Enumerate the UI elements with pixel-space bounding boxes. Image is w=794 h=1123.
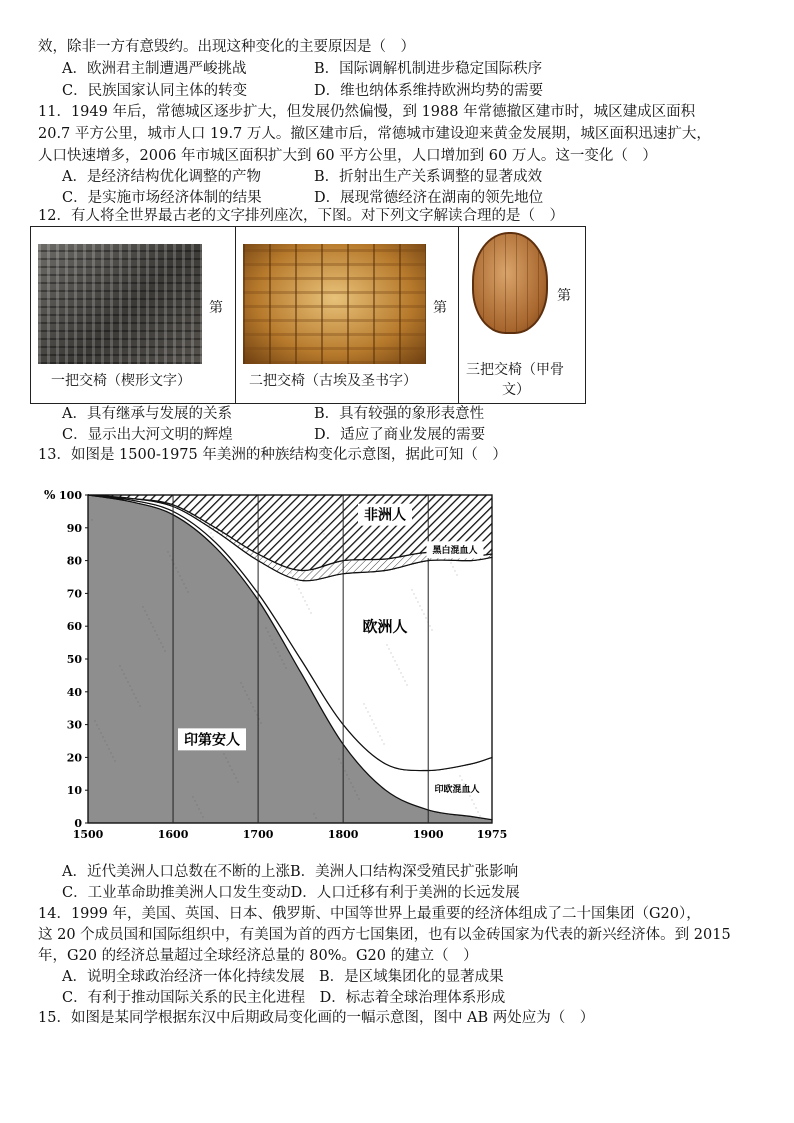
y-tick-label: 20 — [66, 751, 82, 765]
q10-option-b[interactable]: B．国际调解机制进步稳定国际秩序 — [314, 61, 543, 77]
q10-option-c[interactable]: C．民族国家认同主体的转变 — [62, 83, 248, 99]
q13-options-cd[interactable]: C．工业革命助推美洲人口发生变动D．人口迁移有利于美洲的长远发展 — [62, 885, 520, 901]
label-mulatto: 黑白混血人 — [432, 546, 478, 557]
cell3-side-text: 第 — [557, 288, 571, 304]
label-indian: 印第安人 — [184, 732, 240, 749]
q11-stem-line2: 20.7 平方公里，城市人口 19.7 万人。撤区建市后，常德城市建设迎来黄金发展期，城区面积迅速扩大， — [38, 126, 711, 142]
q12-option-d[interactable]: D．适应了商业发展的需要 — [314, 427, 486, 443]
y-tick-label: 10 — [66, 784, 82, 798]
q11-option-d[interactable]: D．展现常德经济在湖南的领先地位 — [314, 190, 544, 206]
y-tick-label: 50 — [66, 653, 82, 666]
q12-option-c[interactable]: C．显示出大河文明的辉煌 — [62, 427, 233, 443]
x-tick-label: 1975 — [476, 828, 508, 841]
y-axis-label: % — [44, 488, 56, 502]
cell3-caption-line1: 三把交椅（甲骨 — [466, 362, 564, 378]
hieroglyph-image — [243, 244, 426, 364]
q14-options-ab[interactable]: A．说明全球政治经济一体化持续发展 B．是区域集团化的显著成果 — [62, 969, 504, 985]
writing-systems-table — [30, 226, 586, 404]
q13-stem: 13．如图是 1500-1975 年美洲的种族结构变化示意图，据此可知（ ） — [38, 447, 507, 463]
q14-options-cd[interactable]: C．有利于推动国际关系的民主化进程 D．标志着全球治理体系形成 — [62, 990, 506, 1006]
q11-option-a[interactable]: A．是经济结构优化调整的产物 — [62, 169, 261, 185]
x-tick-label: 1500 — [72, 828, 104, 841]
y-tick-label: 60 — [66, 620, 82, 634]
x-tick-label: 1700 — [242, 828, 274, 841]
cell2-side-text: 第 — [433, 300, 447, 316]
q11-stem-line1: 11．1949 年后，常德城区逐步扩大，但发展仍然偏慢，到 1988 年常德撤区建市时，城区建成区面积 — [38, 104, 696, 120]
y-tick-label: 100 — [59, 489, 82, 502]
q11-option-b[interactable]: B．折射出生产关系调整的显著成效 — [314, 169, 543, 185]
x-tick-label: 1800 — [327, 828, 359, 841]
cell2-caption: 二把交椅（古埃及圣书字） — [249, 373, 417, 389]
q10-option-d[interactable]: D．维也纳体系维持欧洲均势的需要 — [314, 83, 544, 99]
label-european: 欧洲人 — [362, 617, 408, 636]
oracle-bone-image — [472, 232, 548, 334]
cell-oracle-bone — [458, 227, 584, 403]
population-chart — [0, 480, 794, 860]
q14-stem-line1: 14．1999 年，美国、英国、日本、俄罗斯、中国等世界上最重要的经济体组成了二十国集团（G20）， — [38, 906, 701, 922]
q15-stem: 15．如图是某同学根据东汉中后期政局变化画的一幅示意图，图中 AB 两处应为（ ） — [38, 1010, 595, 1026]
y-tick-label: 70 — [66, 587, 82, 601]
q11-option-c[interactable]: C．是实施市场经济体制的结果 — [62, 190, 262, 206]
y-tick-label: 40 — [66, 685, 82, 699]
y-tick-label: 0 — [74, 817, 82, 830]
cell1-caption: 一把交椅（楔形文字） — [51, 373, 191, 389]
q12-option-b[interactable]: B．具有较强的象形表意性 — [314, 406, 485, 422]
cell-hieroglyph — [235, 227, 459, 403]
label-mestizo: 印欧混血人 — [434, 784, 480, 795]
q14-stem-line2: 这 20 个成员国和国际组织中，有美国为首的西方七国集团，也有以金砖国家为代表的新兴经济体。到 2015 — [38, 927, 731, 943]
q12-option-a[interactable]: A．具有继承与发展的关系 — [62, 406, 232, 422]
y-tick-label: 90 — [66, 521, 82, 535]
y-tick-label: 30 — [66, 718, 82, 732]
cell-cuneiform — [31, 227, 236, 403]
q10-option-a[interactable]: A．欧洲君主制遭遇严峻挑战 — [62, 61, 247, 77]
q11-stem-line3: 人口快速增多，2006 年市城区面积扩大到 60 平方公里，人口增加到 60 万人。这一变化（ ） — [38, 148, 657, 164]
cuneiform-image — [38, 244, 202, 364]
q14-stem-line3: 年，G20 的经济总量超过全球经济总量的 80%。G20 的建立（ ） — [38, 948, 478, 964]
x-tick-label: 1600 — [157, 828, 189, 841]
q13-options-ab[interactable]: A．近代美洲人口总数在不断的上涨B．美洲人口结构深受殖民扩张影响 — [62, 864, 519, 880]
y-tick-label: 80 — [66, 554, 82, 568]
q10-stem-end: 效，除非一方有意毁约。出现这种变化的主要原因是（ ） — [38, 39, 415, 55]
x-tick-label: 1900 — [412, 828, 444, 841]
cell1-side-text: 第 — [209, 300, 223, 316]
q12-stem: 12．有人将全世界最古老的文字排列座次，下图。对下列文字解读合理的是（ ） — [38, 208, 564, 224]
label-african: 非洲人 — [364, 507, 406, 524]
cell3-caption-line2: 文） — [502, 382, 530, 398]
